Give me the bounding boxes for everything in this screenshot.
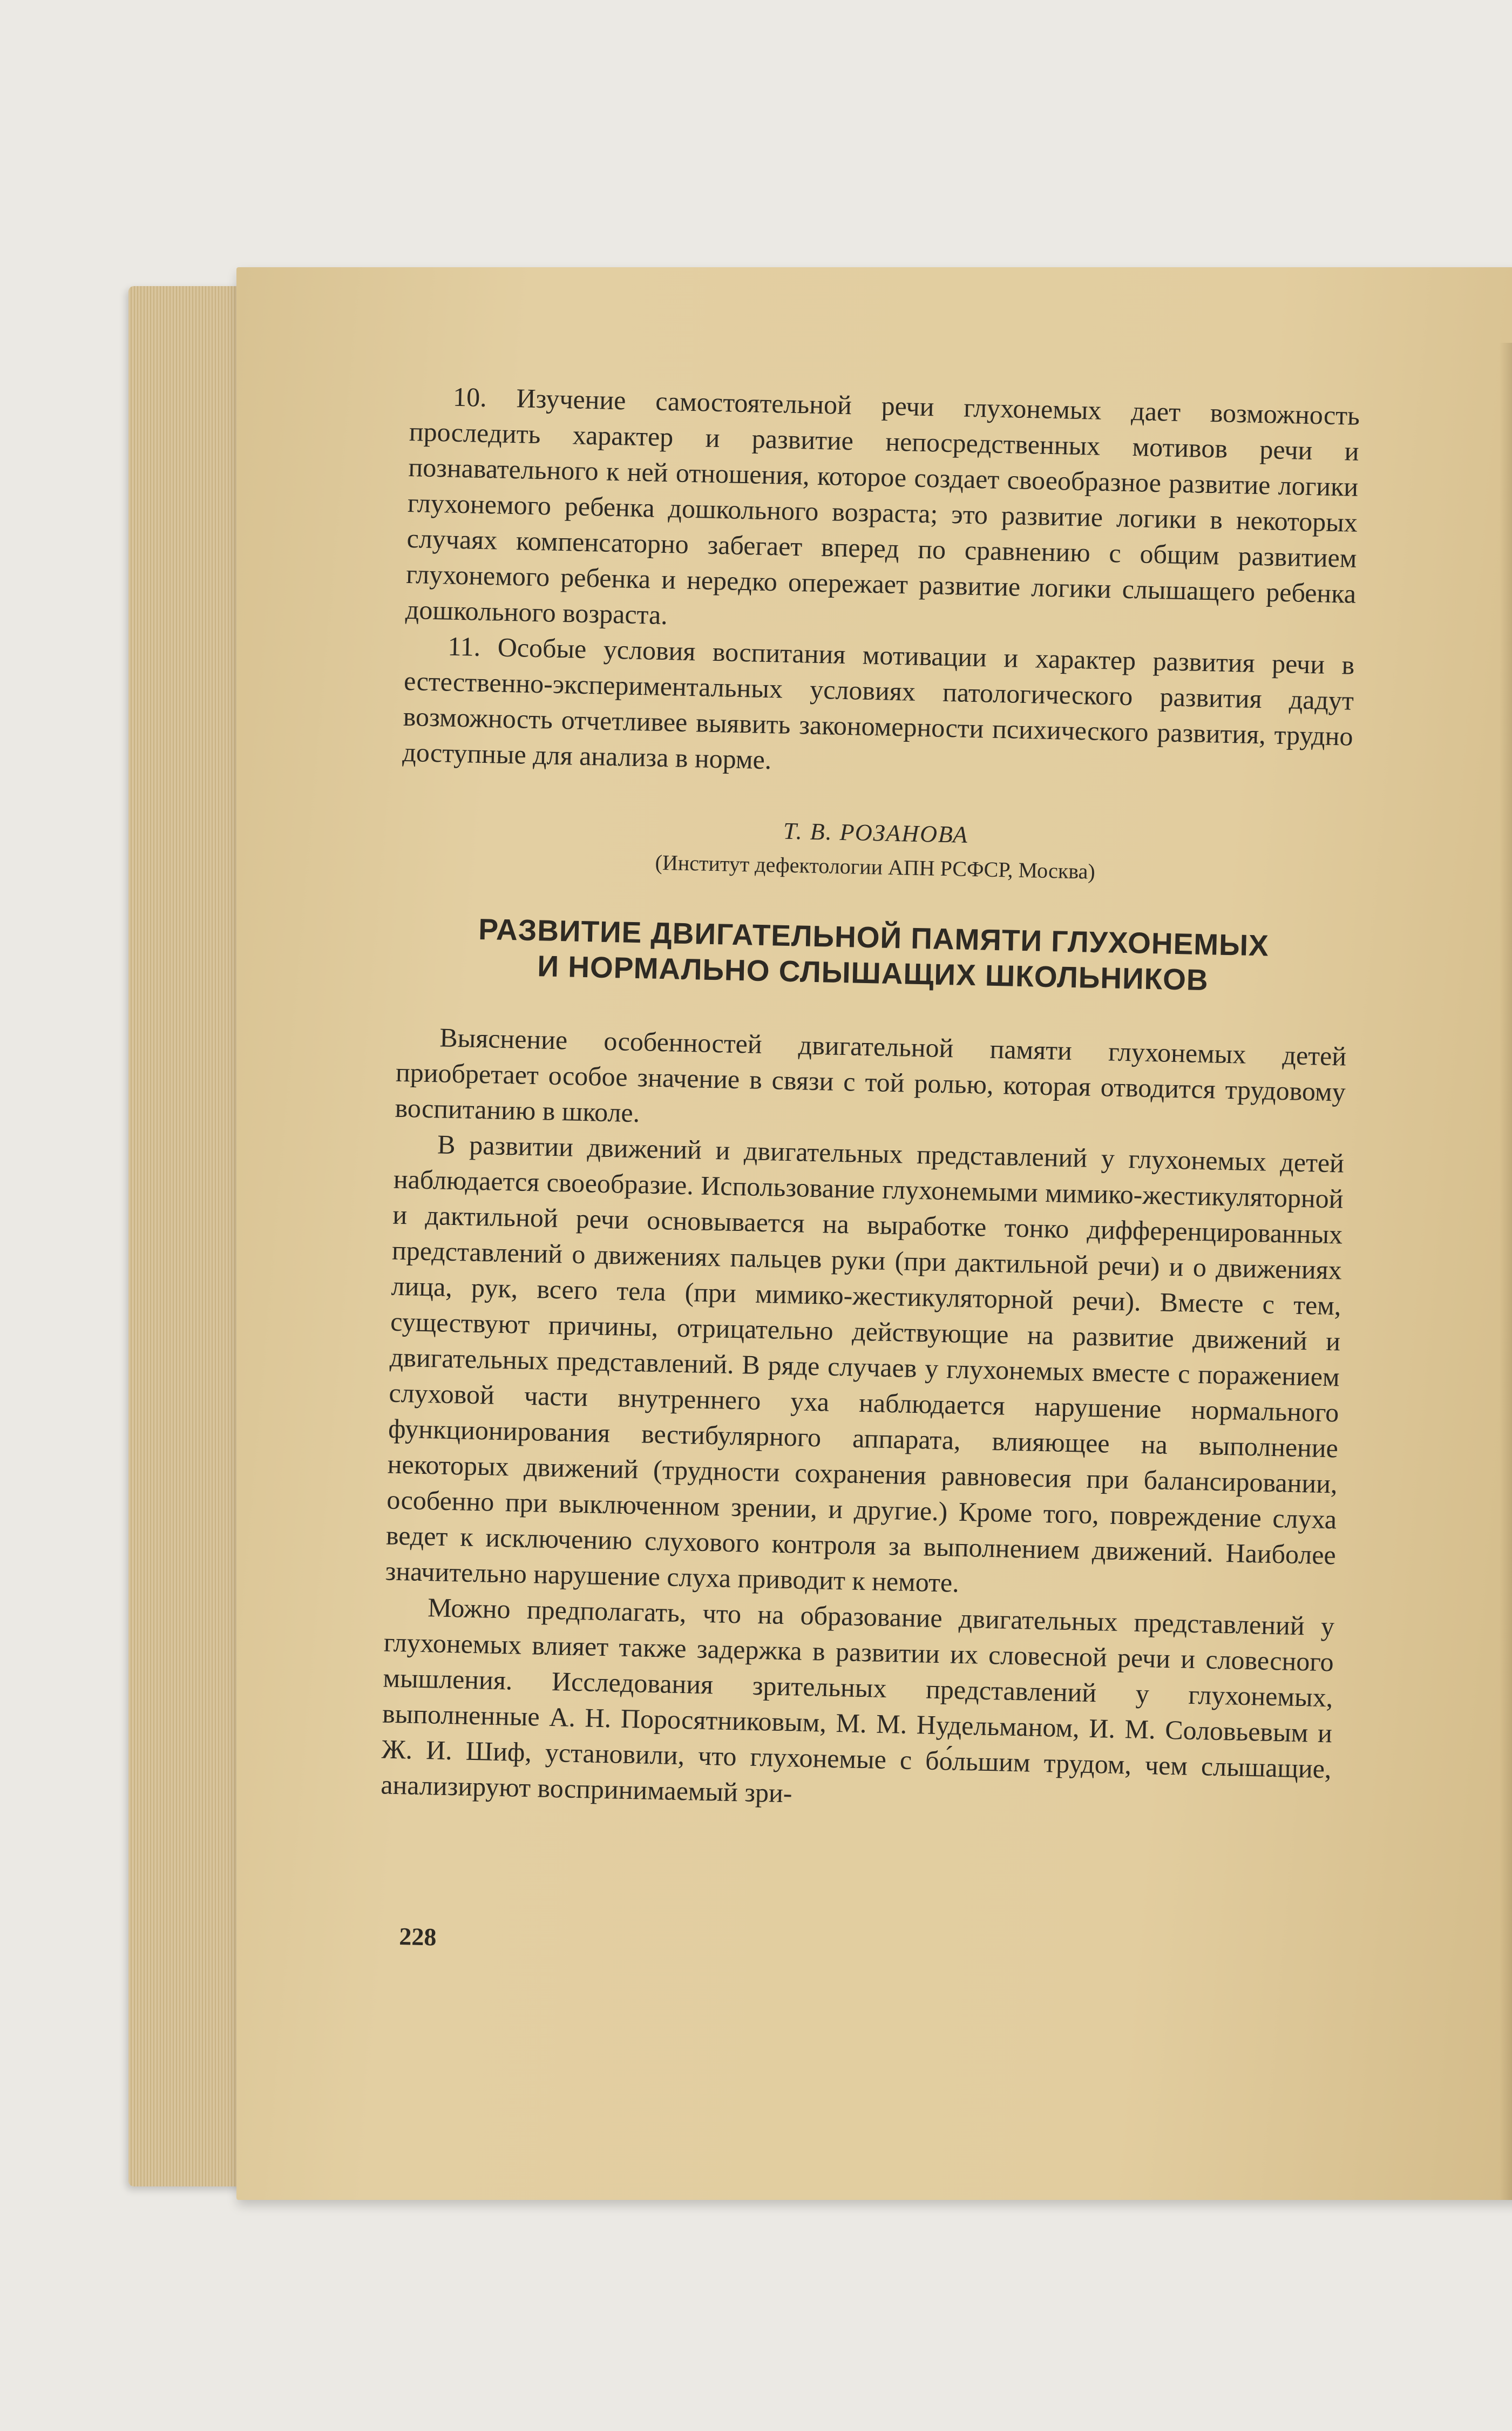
paragraph-motor-development: В развитии движений и двигательных представлений у глухонемых детей наблюдается своеобразие. Использование глухонемыми мимико-жестикуляторной и дактильной речи основывается на выработке тонко дифференцированных представлений о движениях пальцев руки (при дактильной речи) и о движениях лица, рук, всего тела (при мимико-жестикуляторной речи). Вместе с тем, существуют причины, отрицательно действующие на развитие движений и двигательных представлений. В ряде случаев у глухонемых вместе с поражением слуховой части внутреннего уха наблюдается нарушение нормального функционирования вестибулярного аппарата, влияющее на выполнение некоторых движений (трудности сохранения равновесия при балансировании, особенно при выключенном зрении, и другие.) Кроме того, повреждение слуха ведет к исключению слухового контроля за выполнением движений. Наиболее значительно нарушение слуха приводит к немоте.	[385, 1129, 1345, 1598]
page-number: 228	[398, 1922, 437, 1951]
paragraph-10: 10. Изучение самостоятельной речи глухонемых дает возможность проследить характер и развитие непосредственных мотивов речи и познавательного к ней отношения, которое создает своеобразное развитие логики глухонемого ребенка дошкольного возраста; это развитие логики в некоторых случаях компенсаторно забегает вперед по сравнению с общим развитием глухонемого ребенка и нередко опережает развитие логики слышащего ребенка дошкольного возраста.	[405, 381, 1360, 631]
paragraph-intro: Выяснение особенностей двигательной памяти глухонемых детей приобретает особое значение в связи с той ролью, которая отводится трудовому воспитанию в школе.	[395, 1022, 1347, 1128]
paragraph-11: 11. Особые условия воспитания мотивации и характер развития речи в естественно-экспериментальных условиях патологического развития дадут возможность отчетливее выявить закономерности психического развития, трудно доступные для анализа в норме.	[402, 631, 1355, 775]
article-title-line-2: И НОРМАЛЬНО СЛЫШАЩИХ ШКОЛЬНИКОВ	[537, 949, 1209, 997]
article-title	[398, 910, 1349, 1001]
book-gutter	[1500, 343, 1512, 2200]
author-affiliation: (Институт дефектологии АПН РСФСР, Москва)	[655, 850, 1096, 884]
article-author: Т. В. РОЗАНОВА	[783, 817, 969, 848]
paragraph-speech-delay: Можно предполагать, что на образование двигательных представлений у глухонемых влияет также задержка в развитии их словесной речи и словесного мышления. Исследования зрительных представлений у глухонемых, выполненные А. Н. Поросятниковым, М. М. Нудельманом, И. М. Соловьевым и Ж. И. Шиф, установили, что глухонемые с бо́льшим трудом, чем слышащие, анализируют воспринимаемый зри-	[380, 1592, 1335, 1809]
article-title-line-1: РАЗВИТИЕ ДВИГАТЕЛЬНОЙ ПАМЯТИ ГЛУХОНЕМЫХ	[478, 912, 1270, 963]
page-text	[381, 378, 1360, 1822]
